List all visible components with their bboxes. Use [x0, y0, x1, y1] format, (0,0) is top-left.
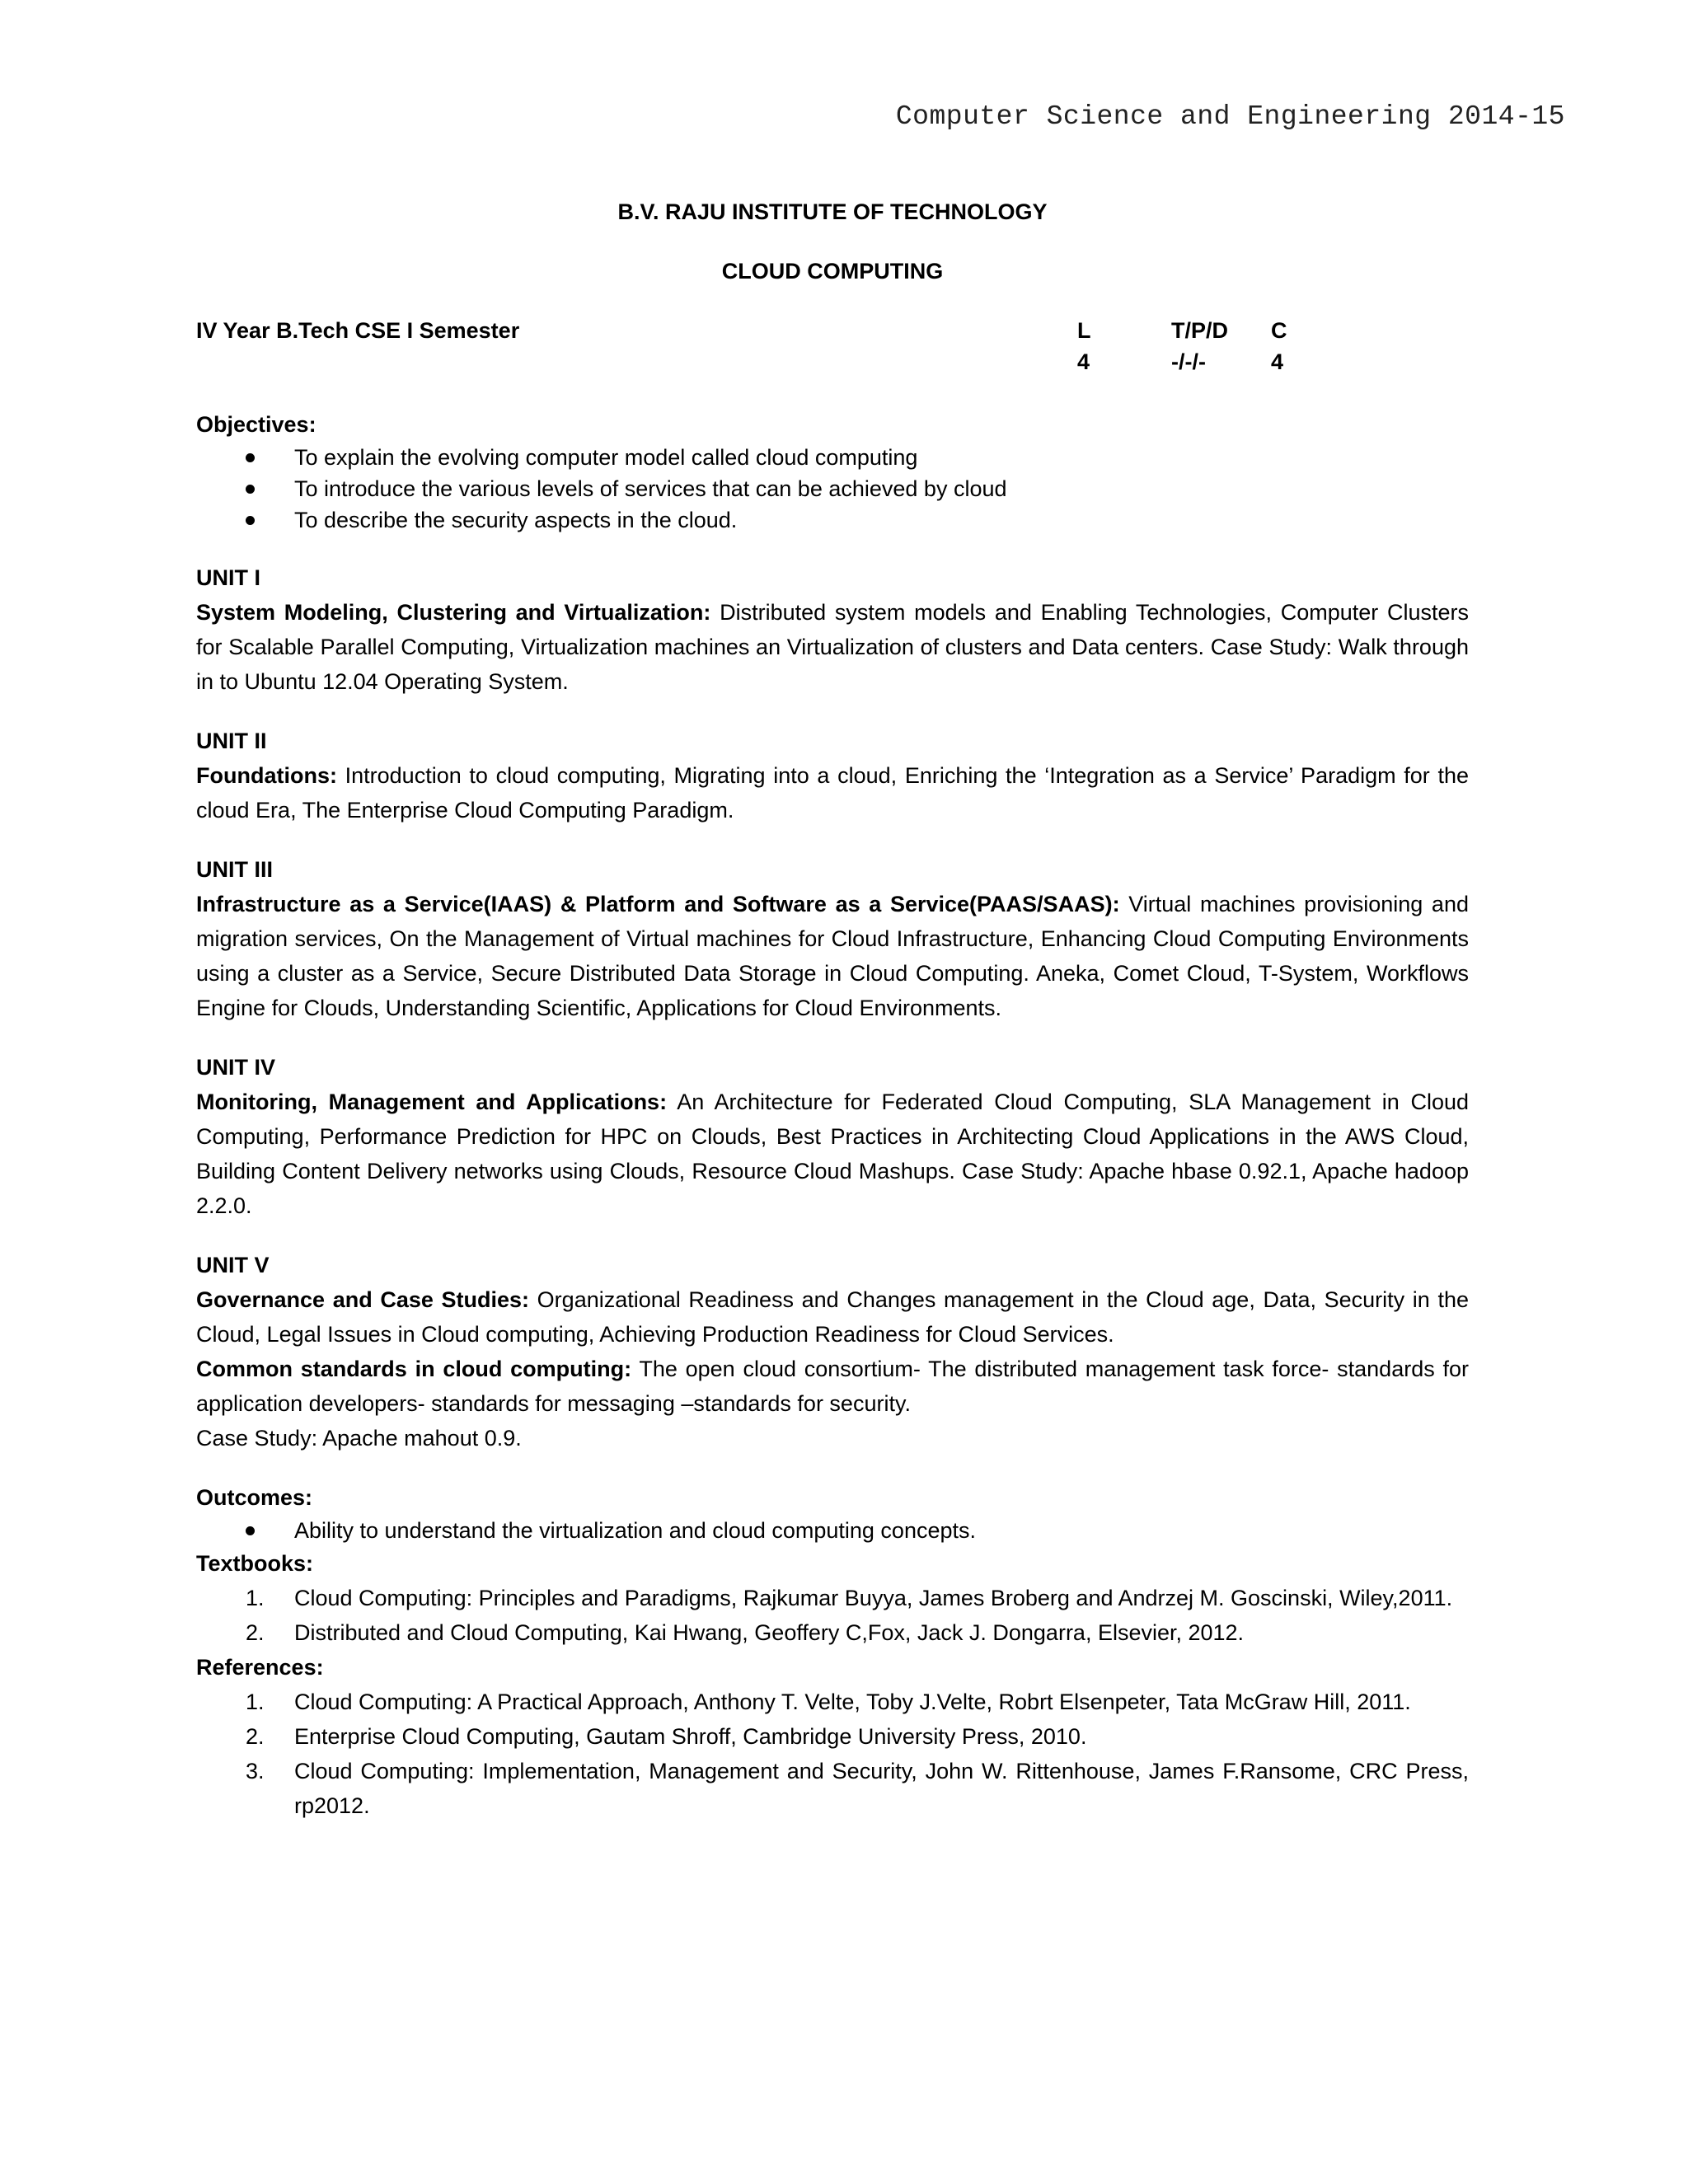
topic-lead: Common standards in cloud computing:	[196, 1357, 632, 1381]
topic-text: An Architecture for Federated Cloud Computing, SLA Management in Cloud Computing, Performance Prediction for HPC on Clouds, Best Practices in Architecting Cloud Applications in the AWS Cloud, Building Content Delivery networks using Clouds, Resource Cloud Mashups. Case Study: Apache hbase 0.92.1, Apache hadoop 2.2.0.	[196, 1090, 1470, 1218]
ltpc-tpd-value: -/-/-	[1171, 349, 1206, 374]
page-content	[196, 194, 1469, 1823]
unit-title: UNIT II	[196, 729, 267, 753]
topic-text: Introduction to cloud computing, Migrating into a cloud, Enriching the ‘Integration as a Service’ Paradigm for the cloud Era, The Enterprise Cloud Computing Paradigm.	[196, 763, 1469, 823]
running-header: Computer Science and Engineering 2014-15	[895, 101, 1565, 132]
list-item	[196, 1685, 1469, 1719]
list-item	[196, 1515, 1469, 1546]
unit-3	[196, 852, 1469, 1025]
list-item	[196, 1615, 1469, 1650]
references-list	[196, 1685, 1469, 1823]
unit-title: UNIT V	[196, 1253, 270, 1277]
bullet-icon	[246, 1526, 255, 1535]
topic-text: Distributed system models and Enabling Technologies, Computer Clusters for Scalable Parallel Computing, Virtualization machines an Virtualization of clusters and Data centers. Case Study: Walk through in to Ubuntu 12.04 Operating System.	[196, 600, 1469, 694]
course-title: CLOUD COMPUTING	[721, 259, 944, 284]
list-item	[196, 1754, 1469, 1823]
list-item	[196, 473, 1469, 504]
ltpc-l-value: 4	[1077, 349, 1090, 374]
references-section	[196, 1650, 1469, 1823]
ltpc-c-header: C	[1271, 318, 1287, 343]
objectives-heading: Objectives:	[196, 412, 316, 437]
item-number: 1.	[246, 1690, 265, 1714]
outcomes-list	[196, 1515, 1469, 1546]
topic-lead: Monitoring, Management and Applications:	[196, 1090, 668, 1114]
unit-5	[196, 1248, 1469, 1455]
list-item	[196, 1581, 1469, 1615]
item-number: 1.	[246, 1586, 265, 1610]
unit-title: UNIT IV	[196, 1055, 276, 1080]
ltpc-tpd-header: T/P/D	[1171, 318, 1229, 343]
semester-label: IV Year B.Tech CSE I Semester	[196, 318, 520, 343]
item-number: 2.	[246, 1620, 265, 1645]
objective-text: To explain the evolving computer model called cloud computing	[294, 445, 918, 470]
item-number: 2.	[246, 1724, 265, 1749]
semester-row	[196, 313, 1469, 382]
outcomes-heading: Outcomes:	[196, 1485, 313, 1510]
ltpc-lecture	[1077, 313, 1091, 376]
topic-text: Virtual machines provisioning and migration services, On the Management of Virtual machines for Cloud Infrastructure, Enhancing Cloud Computing Environments using a cluster as a Service, Secure Distributed Data Storage in Cloud Computing. Aneka, Comet Cloud, T-System, Workflows Engine for Clouds, Understanding Scientific, Applications for Cloud Environments.	[196, 892, 1469, 1020]
institution-title: B.V. RAJU INSTITUTE OF TECHNOLOGY	[617, 199, 1048, 224]
objective-text: To describe the security aspects in the cloud.	[294, 508, 738, 532]
unit-paragraph	[196, 758, 1469, 827]
list-item	[196, 504, 1469, 536]
textbooks-list	[196, 1581, 1469, 1650]
objectives-list	[196, 442, 1469, 536]
list-item	[196, 442, 1469, 473]
topic-text: The open cloud consortium- The distributed management task force- standards for application developers- standards for messaging –standards for security.	[196, 1357, 1469, 1416]
outcomes-section	[196, 1480, 1469, 1546]
textbooks-section	[196, 1546, 1469, 1650]
unit-title: UNIT III	[196, 857, 273, 882]
textbooks-heading: Textbooks:	[196, 1551, 314, 1576]
topic-lead: System Modeling, Clustering and Virtualization:	[196, 600, 711, 625]
reference-text: Cloud Computing: A Practical Approach, Anthony T. Velte, Toby J.Velte, Robrt Elsenpeter, Tata McGraw Hill, 2011.	[294, 1690, 1411, 1714]
textbook-text: Distributed and Cloud Computing, Kai Hwang, Geoffery C,Fox, Jack J. Dongarra, Elsevier, 2012.	[294, 1620, 1245, 1645]
unit-title: UNIT I	[196, 565, 260, 590]
unit-paragraph	[196, 1352, 1469, 1421]
ltpc-credits	[1271, 313, 1287, 376]
topic-text: Case Study: Apache mahout 0.9.	[196, 1426, 522, 1451]
objective-text: To introduce the various levels of services that can be achieved by cloud	[294, 476, 1007, 501]
topic-text: Organizational Readiness and Changes management in the Cloud age, Data, Security in the Cloud, Legal Issues in Cloud computing, Achieving Production Readiness for Cloud Services.	[196, 1287, 1469, 1347]
outcome-text: Ability to understand the virtualization and cloud computing concepts.	[294, 1518, 976, 1543]
unit-1	[196, 560, 1469, 699]
ltpc-l-header: L	[1077, 318, 1091, 343]
topic-lead: Infrastructure as a Service(IAAS) & Platform and Software as a Service(PAAS/SAAS):	[196, 892, 1120, 916]
ltpc-c-value: 4	[1271, 349, 1284, 374]
objectives-section	[196, 407, 1469, 536]
item-number: 3.	[246, 1759, 265, 1783]
unit-paragraph	[196, 1282, 1469, 1352]
topic-lead: Governance and Case Studies:	[196, 1287, 530, 1312]
textbook-text: Cloud Computing: Principles and Paradigms, Rajkumar Buyya, James Broberg and Andrzej M. Goscinski, Wiley,2011.	[294, 1586, 1453, 1610]
ltpc-tpd	[1171, 313, 1228, 376]
unit-4	[196, 1050, 1469, 1223]
list-item	[196, 1719, 1469, 1754]
unit-paragraph	[196, 1421, 1469, 1455]
bullet-icon	[246, 453, 255, 462]
unit-paragraph	[196, 887, 1469, 1025]
reference-text: Cloud Computing: Implementation, Management and Security, John W. Rittenhouse, James F.Ransome, CRC Press, rp2012.	[294, 1759, 1469, 1818]
unit-2	[196, 724, 1469, 827]
topic-lead: Foundations:	[196, 763, 337, 788]
reference-text: Enterprise Cloud Computing, Gautam Shroff, Cambridge University Press, 2010.	[294, 1724, 1087, 1749]
bullet-icon	[246, 485, 255, 494]
references-heading: References:	[196, 1655, 324, 1680]
unit-paragraph	[196, 1085, 1469, 1223]
bullet-icon	[246, 516, 255, 525]
unit-paragraph	[196, 595, 1469, 699]
